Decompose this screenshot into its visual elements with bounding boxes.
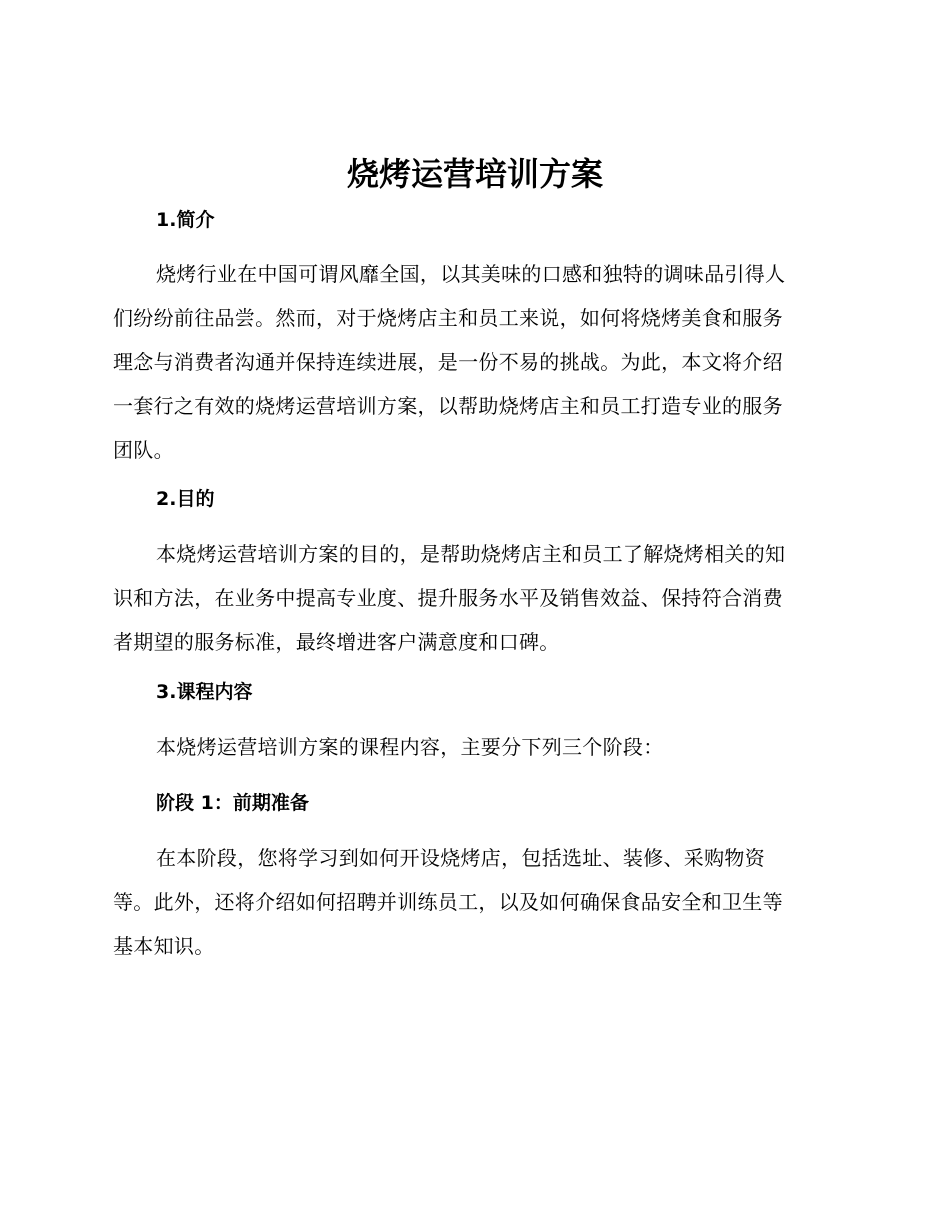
section-paragraph-purpose — [113, 532, 833, 664]
paragraph-line: 一套行之有效的烧烤运营培训方案，以帮助烧烤店主和员工打造专业的服务 — [113, 394, 783, 418]
section-heading-stage1: 阶段 1：前期准备 — [156, 792, 309, 814]
section-heading-course: 3.课程内容 — [156, 681, 253, 703]
paragraph-line: 等。此外，还将介绍如何招聘并训练员工，以及如何确保食品安全和卫生等 — [113, 890, 783, 914]
document-title: 烧烤运营培训方案 — [346, 155, 603, 193]
paragraph-line: 在本阶段，您将学习到如何开设烧烤店，包括选址、装修、采购物资 — [156, 846, 765, 870]
paragraph-line: 本烧烤运营培训方案的目的，是帮助烧烤店主和员工了解烧烤相关的知 — [156, 542, 786, 566]
section-paragraph-intro — [113, 252, 833, 472]
section-heading-intro: 1.简介 — [156, 209, 215, 231]
paragraph-line: 们纷纷前往品尝。然而，对于烧烤店主和员工来说，如何将烧烤美食和服务 — [113, 306, 783, 330]
section-paragraph-course — [113, 725, 833, 769]
paragraph-line: 理念与消费者沟通并保持连续进展，是一份不易的挑战。为此，本文将介绍 — [113, 350, 783, 374]
paragraph-line: 识和方法，在业务中提高专业度、提升服务水平及销售效益、保持符合消费 — [113, 586, 783, 610]
paragraph-line: 团队。 — [113, 438, 174, 462]
paragraph-line: 烧烤行业在中国可谓风靡全国，以其美味的口感和独特的调味品引得人 — [156, 262, 786, 286]
paragraph-line: 本烧烤运营培训方案的课程内容，主要分下列三个阶段： — [156, 735, 664, 759]
paragraph-line: 者期望的服务标准，最终增进客户满意度和口碑。 — [113, 630, 560, 654]
paragraph-line: 基本知识。 — [113, 934, 215, 958]
section-heading-purpose: 2.目的 — [156, 488, 215, 510]
section-paragraph-stage1 — [113, 836, 833, 968]
